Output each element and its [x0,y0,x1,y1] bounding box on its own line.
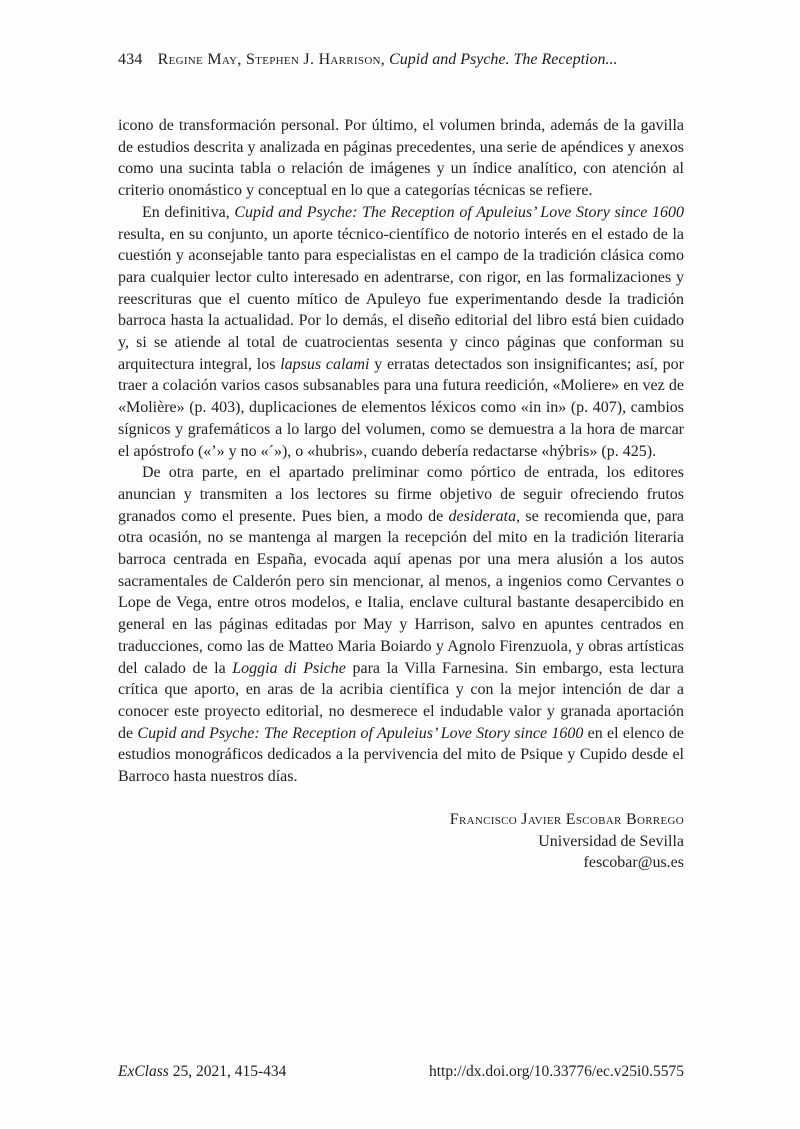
text-segment: , se recomienda que, para otra ocasión, no se mantenga al margen la recepción del mito en la tradición literaria barroca centrada en España, evocada aquí apenas por una mera alusión a los autos sacramentales de Calderón pero sin mencionar, al menos, a ingenios como Cervantes o Lope de Vega, entre otros modelos, e Italia, enclave cultural bastante desapercibido en general en las páginas editadas por May y Harrison, salvo en apuntes centrados en traducciones, como las de Matteo Maria Boiardo y Agnolo Firenzuola, y obras artísticas del calado de la [118,507,684,677]
running-head [118,50,684,70]
running-head-title: Cupid and Psyche. The Reception... [389,51,618,68]
text-segment: resulta, en su conjunto, un aporte técnico-científico de notorio interés en el estado de la cuestión y aconsejable tanto para especialistas en el campo de la tradición clásica como para cualquier lector culto interesado en adentrarse, con rigor, en las formalizaciones y reescrituras que el cuento mítico de Apuleyo fue experimentando desde la tradición barroca hasta la actualidad. Por lo demás, el diseño editorial del libro está bien cuidado y, si se atiende al total de cuatrocientas sesenta y cinco páginas que conforman su arquitectura integral, los [118,225,684,373]
reviewer-name: Francisco Javier Escobar Borrego [449,810,684,828]
reviewer-affiliation: Universidad de Sevilla [538,832,684,850]
text-segment: y erratas detectados son insignificantes; así, por traer a colación varios casos subsanables para una futura reedición, «Moliere» en vez de «Molière» (p. 403), duplicaciones de elementos léxicos como «in in» (p. 407), cambios sígnicos y grafemáticos a lo largo del volumen, como se demuestra a la hora de marcar el apóstrofo («’» y no «´»), o «hubris», cuando debería redactarse «hýbris» (p. 425). [118,355,684,460]
journal-issue-info: 25, 2021, 415-434 [168,1063,287,1080]
italic-text-segment: Loggia di Psiche [232,659,346,677]
page-footer [118,1062,684,1082]
paragraph [118,202,684,462]
journal-name: ExClass [118,1063,169,1080]
text-segment: para la Villa Farnesina. Sin embargo, esta lectura crítica que aporto, en aras de la acribia científica y con la mejor intención de dar a conocer este proyecto editorial, no desmerece el indudable valor y granada aportación de [118,659,685,742]
italic-text-segment: lapsus calami [280,355,370,373]
text-segment: icono de transformación personal. Por último, el volumen brinda, además de la gavilla de estudios descrita y analizada en páginas precedentes, una serie de apéndices y anexos como una sucinta tabla o relación de imágenes y un índice analítico, con atención al criterio onomástico y conceptual en lo que a categorías técnicas se refiere. [118,117,684,200]
running-head-authors: Regine May, Stephen J. Harrison, [157,51,386,68]
signature-block [118,809,684,874]
reviewer-email: fescobar@us.es [583,854,684,872]
doi-url: http://dx.doi.org/10.33776/ec.v25i0.5575 [428,1063,684,1080]
italic-text-segment: Cupid and Psyche: The Reception of Apuleius’ Love Story since 1600 [234,203,684,221]
italic-text-segment: desiderata [448,507,517,525]
page-number: 434 [118,51,143,68]
journal-citation [118,1062,286,1082]
paragraph [118,462,684,788]
review-body [118,115,684,874]
text-segment: De otra parte, en el apartado preliminar como pórtico de entrada, los editores anuncian y transmiten a los lectores su firme objetivo de seguir ofreciendo frutos granados como el presente. Pues bien, a modo de [118,464,684,525]
paragraph [118,115,684,202]
text-segment: en el elenco de estudios monográficos dedicados a la pervivencia del mito de Psique y Cupido desde el Barroco hasta nuestros días. [118,724,684,786]
text-segment: En definitiva, [142,203,235,221]
italic-text-segment: Cupid and Psyche: The Reception of Apuleius’ Love Story since 1600 [137,724,584,742]
